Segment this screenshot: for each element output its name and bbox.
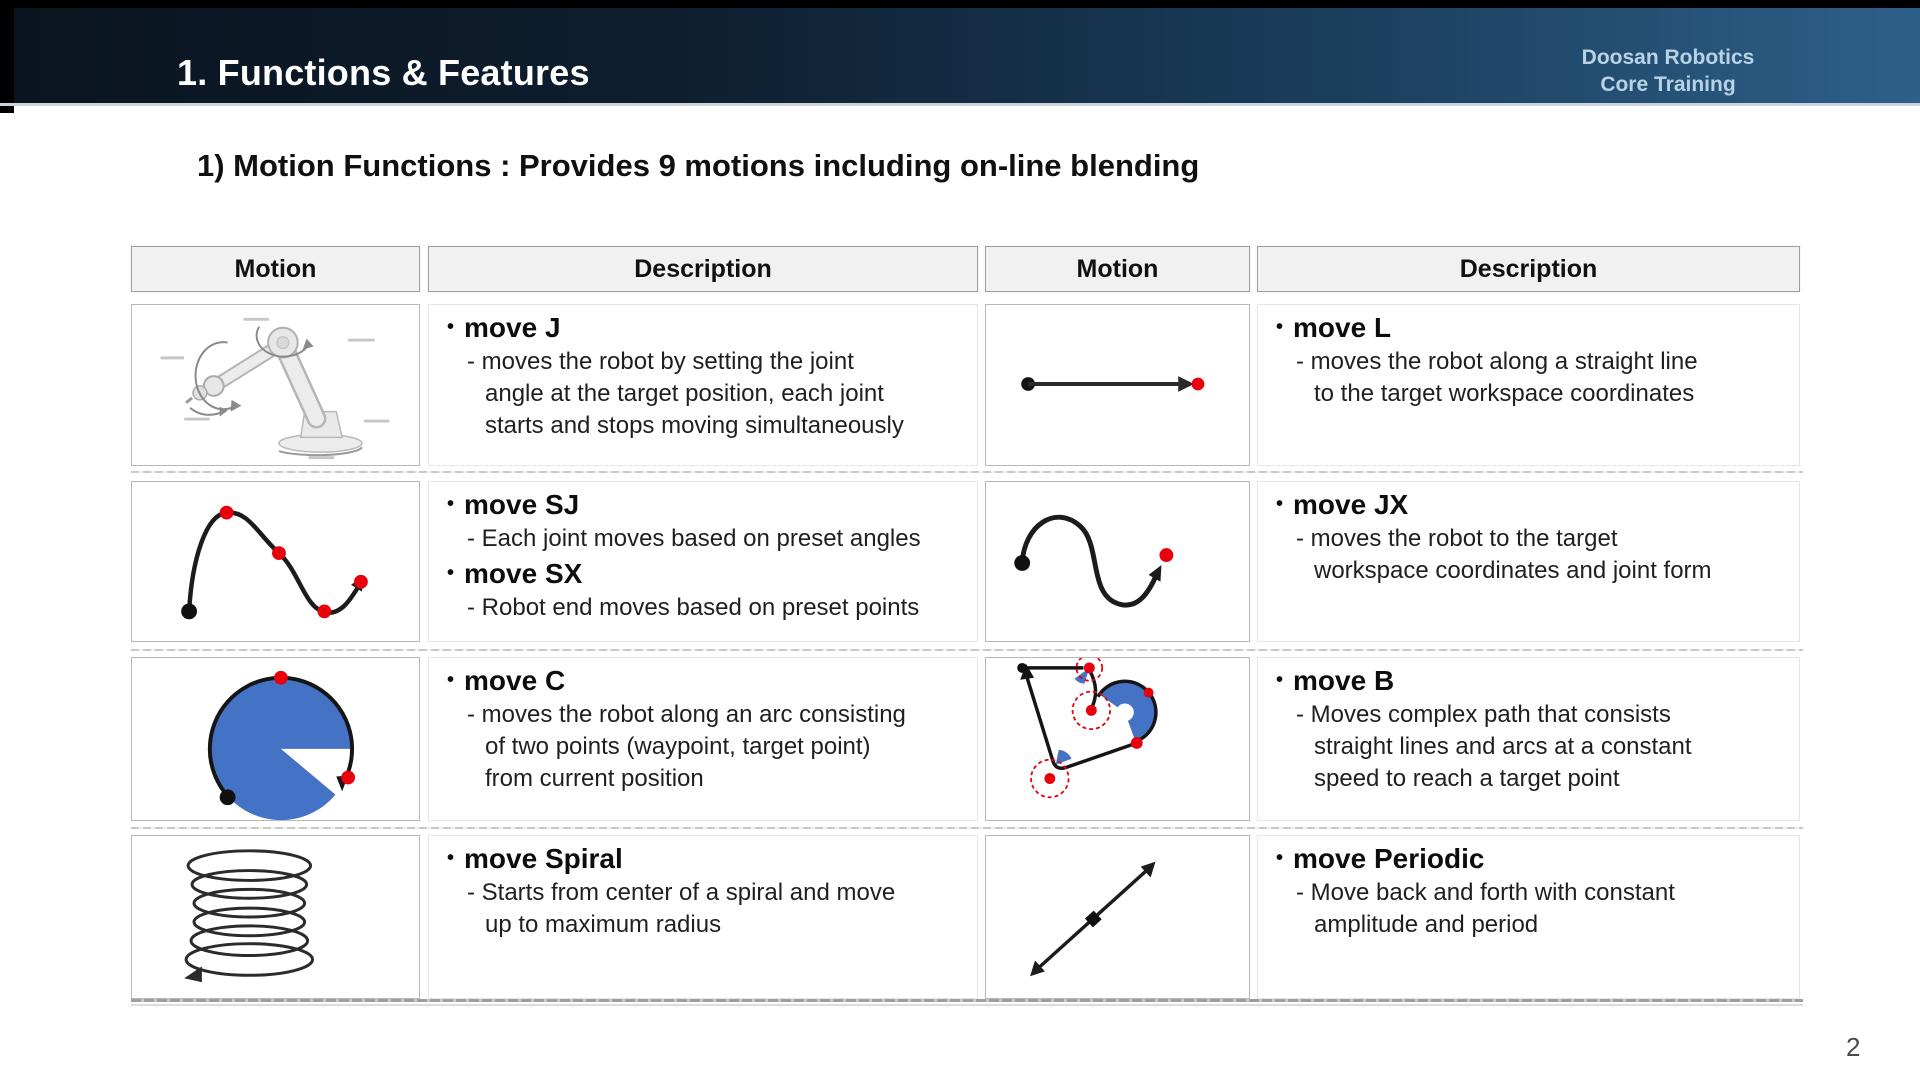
motion-title: • move B bbox=[1276, 665, 1395, 696]
motion-desc-line: - Moves complex path that consists bbox=[1296, 701, 1671, 728]
col-header-motion-left: Motion bbox=[131, 246, 420, 292]
motion-desc-line: speed to reach a target point bbox=[1314, 765, 1620, 792]
robot-arm-joints-icon bbox=[132, 305, 419, 465]
row-separator bbox=[131, 827, 1803, 829]
arc-sector-icon bbox=[132, 658, 419, 820]
row-separator bbox=[131, 471, 1803, 473]
motion-title: • move C bbox=[447, 665, 566, 696]
motion-cell-move-b bbox=[985, 657, 1250, 821]
motion-desc-line: starts and stops moving simultaneously bbox=[485, 412, 904, 439]
double-headed-arrow-icon bbox=[986, 836, 1249, 998]
page-number: 2 bbox=[1846, 1032, 1861, 1062]
header-divider bbox=[0, 103, 1920, 106]
motion-cell-move-c bbox=[131, 657, 420, 821]
desc-cell-move-b bbox=[1257, 657, 1800, 821]
motion-desc-line: angle at the target position, each joint bbox=[485, 380, 884, 407]
brand-text bbox=[1556, 44, 1780, 98]
bullet: • bbox=[1276, 847, 1284, 869]
motion-desc-line: amplitude and period bbox=[1314, 911, 1539, 938]
desc-cell-move-spiral bbox=[428, 835, 978, 999]
table-bottom-border bbox=[131, 999, 1803, 1002]
motion-desc-line: - Robot end moves based on preset points bbox=[467, 594, 920, 621]
row-separator bbox=[131, 649, 1803, 651]
bullet: • bbox=[447, 316, 455, 338]
motion-desc-line: to the target workspace coordinates bbox=[1314, 380, 1695, 407]
motion-desc-line: - moves the robot to the target bbox=[1296, 525, 1618, 552]
motion-desc-line: straight lines and arcs at a constant bbox=[1314, 733, 1692, 760]
motion-desc-line: - Each joint moves based on preset angles bbox=[467, 525, 921, 552]
motion-title: • move J bbox=[447, 312, 561, 343]
motion-desc-line: - moves the robot along a straight line bbox=[1296, 348, 1698, 375]
col-header-motion-right: Motion bbox=[985, 246, 1250, 292]
motion-desc-line: - Move back and forth with constant bbox=[1296, 879, 1675, 906]
motion-title: • move Spiral bbox=[447, 843, 623, 874]
motion-title: • move JX bbox=[1276, 489, 1409, 520]
motion-desc-line: workspace coordinates and joint form bbox=[1314, 557, 1712, 584]
page-title: 1. Functions & Features bbox=[177, 52, 590, 93]
motion-title: • move Periodic bbox=[1276, 843, 1485, 874]
desc-cell-move-l bbox=[1257, 304, 1800, 466]
bullet: • bbox=[447, 669, 455, 691]
top-edge bbox=[0, 0, 1920, 8]
desc-cell-move-jx bbox=[1257, 481, 1800, 642]
motion-desc-line: from current position bbox=[485, 765, 704, 792]
motion-cell-move-l bbox=[985, 304, 1250, 466]
motion-title: • move SX bbox=[447, 558, 583, 589]
col-header-description-right: Description bbox=[1257, 246, 1800, 292]
bullet: • bbox=[447, 493, 455, 515]
motion-title: • move L bbox=[1276, 312, 1392, 343]
motion-cell-move-periodic bbox=[985, 835, 1250, 999]
section-subtitle: 1) Motion Functions : Provides 9 motions including on-line blending bbox=[197, 148, 1200, 183]
desc-cell-move-j bbox=[428, 304, 978, 466]
motion-cell-move-spiral bbox=[131, 835, 420, 999]
table-bottom-border-light bbox=[131, 1004, 1803, 1006]
spline-waypoints-icon bbox=[132, 482, 419, 641]
motion-cell-move-jx bbox=[985, 481, 1250, 642]
brand-line1: Doosan Robotics bbox=[1581, 46, 1755, 69]
desc-cell-move-sj-sx bbox=[428, 481, 978, 642]
bullet: • bbox=[1276, 493, 1284, 515]
bullet: • bbox=[1276, 316, 1284, 338]
desc-cell-move-periodic bbox=[1257, 835, 1800, 999]
desc-cell-move-c bbox=[428, 657, 978, 821]
spiral-coil-icon bbox=[132, 836, 419, 998]
blend-path-icon bbox=[986, 658, 1249, 820]
motion-desc-line: - moves the robot by setting the joint bbox=[467, 348, 854, 375]
motion-desc-line: of two points (waypoint, target point) bbox=[485, 733, 871, 760]
motion-cell-move-sj-sx bbox=[131, 481, 420, 642]
motion-desc-line: - moves the robot along an arc consisting bbox=[467, 701, 906, 728]
motion-desc-line: up to maximum radius bbox=[485, 911, 722, 938]
motion-cell-move-j bbox=[131, 304, 420, 466]
s-curve-arrow-icon bbox=[986, 482, 1249, 641]
straight-line-arrow-icon bbox=[986, 305, 1249, 465]
motion-title: • move SJ bbox=[447, 489, 580, 520]
bullet: • bbox=[1276, 669, 1284, 691]
brand-line2: Core Training bbox=[1600, 73, 1736, 96]
col-header-description-left: Description bbox=[428, 246, 978, 292]
left-edge bbox=[0, 0, 14, 113]
bullet: • bbox=[447, 847, 455, 869]
motion-desc-line: - Starts from center of a spiral and move bbox=[467, 879, 896, 906]
bullet: • bbox=[447, 562, 455, 584]
